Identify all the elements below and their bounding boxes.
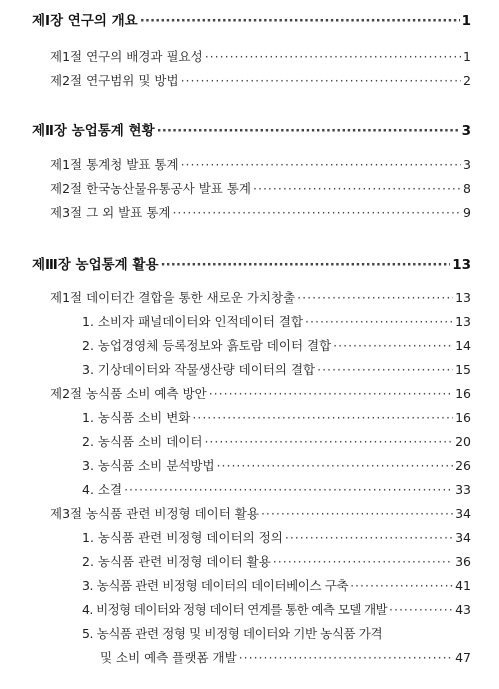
toc-section[interactable] — [50, 180, 471, 198]
subsection-title: 3. 농식품 소비 분석방법 — [82, 458, 215, 473]
chapter-title: 제Ⅱ장 농업통계 현황 — [32, 123, 155, 139]
page-number: 20 — [455, 434, 471, 449]
subsection-title: 2. 농식품 소비 데이터 — [82, 434, 203, 449]
toc-subsection-continued[interactable] — [100, 649, 471, 667]
page-number: 1 — [463, 49, 471, 64]
chapter-title: 제Ⅲ장 농업통계 활용 — [32, 257, 159, 273]
section-title: 제3절 그 외 발표 통계 — [50, 205, 171, 220]
toc-section[interactable] — [50, 289, 471, 307]
toc-subsection[interactable] — [82, 433, 471, 451]
subsection-title: 2. 농업경영체 등록정보와 흙토람 데이터 결합 — [82, 338, 332, 353]
subsection-title: 5. 농식품 관련 정형 및 비정형 데이터와 기반 농식품 가격 — [82, 626, 383, 641]
dot-leader — [181, 156, 461, 174]
dot-leader — [305, 313, 453, 331]
dot-leader — [217, 457, 454, 475]
toc-subsection[interactable] — [82, 457, 471, 475]
page-number: 16 — [455, 386, 471, 401]
toc-subsection[interactable] — [82, 529, 471, 547]
toc-subsection[interactable] — [82, 337, 471, 355]
dot-leader — [205, 48, 461, 66]
toc-subsection[interactable] — [82, 625, 471, 643]
subsection-title-continued: 및 소비 예측 플랫폼 개발 — [100, 650, 237, 665]
section-title: 제2절 한국농산물유통공사 발표 통계 — [50, 181, 251, 196]
subsection-title: 4. 비정형 데이터와 정형 데이터 연계를 통한 예측 모델 개발 — [82, 602, 388, 617]
dot-leader — [253, 180, 461, 198]
toc-subsection[interactable] — [82, 361, 471, 379]
subsection-title: 4. 소결 — [82, 482, 123, 497]
dot-leader — [350, 577, 453, 595]
dot-leader — [140, 12, 460, 30]
page-number: 3 — [463, 157, 471, 172]
page-number: 9 — [463, 205, 471, 220]
dot-leader — [317, 361, 453, 379]
dot-leader — [297, 289, 453, 307]
toc-chapter-2[interactable] — [32, 122, 471, 140]
dot-leader — [389, 601, 453, 619]
subsection-title: 1. 농식품 소비 변화 — [82, 410, 191, 425]
dot-leader — [285, 529, 453, 547]
toc-subsection[interactable] — [82, 313, 471, 331]
page-number: 34 — [455, 530, 471, 545]
dot-leader — [157, 122, 460, 140]
page-number: 36 — [455, 554, 471, 569]
page-number: 2 — [463, 73, 471, 88]
page-number: 13 — [455, 290, 471, 305]
dot-leader — [172, 204, 461, 222]
toc-subsection[interactable] — [82, 577, 471, 595]
section-title: 제1절 통계청 발표 통계 — [50, 157, 179, 172]
section-title: 제3절 농식품 관련 비정형 데이터 활용 — [50, 506, 259, 521]
dot-leader — [192, 409, 453, 427]
section-title: 제1절 데이터간 결합을 통한 새로운 가치창출 — [50, 290, 296, 305]
page-number: 3 — [461, 123, 471, 139]
page-number: 14 — [455, 338, 471, 353]
dot-leader — [124, 481, 453, 499]
dot-leader — [273, 553, 453, 571]
toc-section[interactable] — [50, 72, 471, 90]
toc-subsection[interactable] — [82, 553, 471, 571]
page-number: 33 — [455, 482, 471, 497]
toc-subsection[interactable] — [82, 409, 471, 427]
page-number: 47 — [455, 650, 471, 665]
dot-leader — [209, 385, 453, 403]
toc-subsection[interactable] — [82, 601, 471, 619]
toc-subsection[interactable] — [82, 481, 471, 499]
toc-section[interactable] — [50, 385, 471, 403]
toc-section[interactable] — [50, 505, 471, 523]
subsection-title: 2. 농식품 관련 비정형 데이터 활용 — [82, 554, 271, 569]
section-title: 제2절 연구범위 및 방법 — [50, 73, 179, 88]
page-number: 13 — [452, 257, 471, 273]
dot-leader — [239, 649, 453, 667]
dot-leader — [181, 72, 461, 90]
dot-leader — [261, 505, 453, 523]
toc-section[interactable] — [50, 156, 471, 174]
toc-chapter-1[interactable] — [32, 12, 471, 30]
page-number: 15 — [455, 362, 471, 377]
page-number: 26 — [455, 458, 471, 473]
page-number: 1 — [461, 13, 471, 29]
toc-chapter-3[interactable] — [32, 256, 471, 274]
toc-section[interactable] — [50, 204, 471, 222]
dot-leader — [161, 256, 451, 274]
dot-leader — [333, 337, 453, 355]
chapter-title: 제Ⅰ장 연구의 개요 — [32, 13, 138, 29]
subsection-title: 1. 소비자 패널데이터와 인적데이터 결합 — [82, 314, 304, 329]
page-number: 13 — [455, 314, 471, 329]
page-number: 41 — [455, 578, 471, 593]
section-title: 제2절 농식품 소비 예측 방안 — [50, 386, 207, 401]
page-number: 43 — [455, 602, 471, 617]
page-number: 8 — [463, 181, 471, 196]
toc-section[interactable] — [50, 48, 471, 66]
subsection-title: 3. 농식품 관련 비정형 데이터의 데이터베이스 구축 — [82, 578, 349, 593]
section-title: 제1절 연구의 배경과 필요성 — [50, 49, 203, 64]
subsection-title: 1. 농식품 관련 비정형 데이터의 정의 — [82, 530, 283, 545]
dot-leader — [204, 433, 453, 451]
page-number: 16 — [455, 410, 471, 425]
subsection-title: 3. 기상데이터와 작물생산량 데이터의 결합 — [82, 362, 316, 377]
page-number: 34 — [455, 506, 471, 521]
